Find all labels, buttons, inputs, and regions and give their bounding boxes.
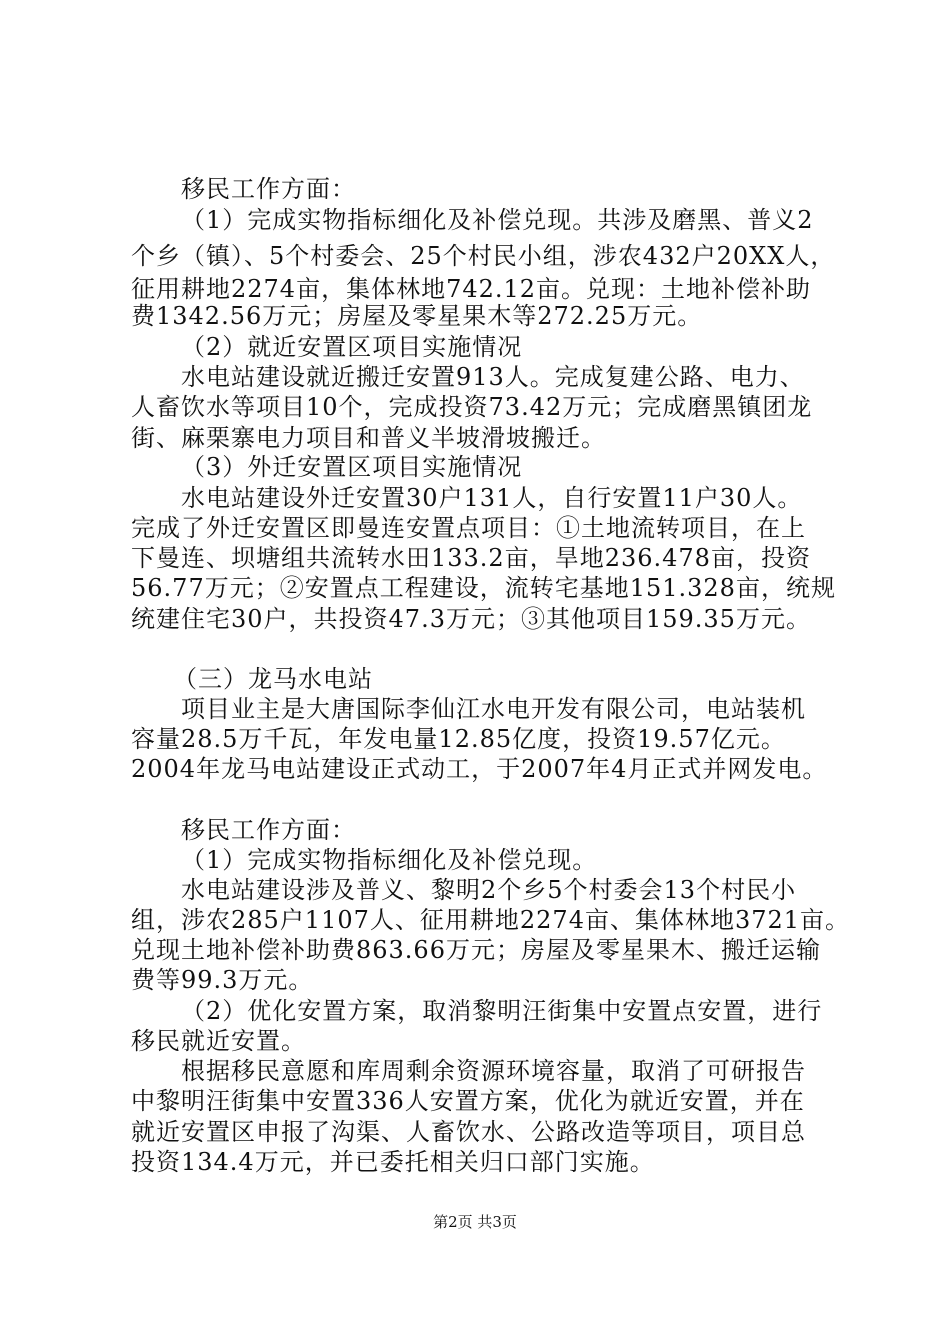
text-line: 投资134.4万元，并已委托相关归口部门实施。 bbox=[131, 1148, 655, 1176]
text-line: 水电站建设外迁安置30户131人，自行安置11户30人。 bbox=[181, 484, 803, 512]
text-line: 征用耕地2274亩，集体林地742.12亩。兑现：土地补偿补助 bbox=[131, 275, 812, 303]
paragraph-heading: 移民工作方面： bbox=[181, 175, 356, 203]
paragraph-heading: 移民工作方面： bbox=[181, 816, 356, 844]
text-line: 根据移民意愿和库周剩余资源环境容量，取消了可研报告 bbox=[181, 1057, 806, 1085]
text-line: 水电站建设就近搬迁安置913人。完成复建公路、电力、 bbox=[181, 363, 805, 391]
text-line: 就近安置区申报了沟渠、人畜饮水、公路改造等项目，项目总 bbox=[131, 1118, 806, 1146]
paragraph-heading: （1）完成实物指标细化及补偿兑现。 bbox=[181, 846, 598, 874]
section-heading: （三）龙马水电站 bbox=[173, 665, 373, 693]
text-line: （1）完成实物指标细化及补偿兑现。共涉及磨黑、普义2 bbox=[181, 206, 814, 234]
text-line: 下曼连、坝塘组共流转水田133.2亩，旱地236.478亩，投资 bbox=[131, 544, 811, 572]
text-line: 中黎明汪街集中安置336人安置方案，优化为就近安置，并在 bbox=[131, 1087, 805, 1115]
text-line: 2004年龙马电站建设正式动工，于2007年4月正式并网发电。 bbox=[131, 755, 828, 783]
text-line: 费等99.3万元。 bbox=[131, 966, 314, 994]
text-line: 56.77万元；②安置点工程建设，流转宅基地151.328亩，统规 bbox=[131, 574, 836, 602]
text-line: 容量28.5万千瓦，年发电量12.85亿度，投资19.57亿元。 bbox=[131, 725, 786, 753]
text-line: 个乡（镇）、5个村委会、25个村民小组，涉农432户20XX人， bbox=[131, 242, 836, 270]
text-line: 兑现土地补偿补助费863.66万元；房屋及零星果木、搬迁运输 bbox=[131, 936, 821, 964]
text-line: 移民就近安置。 bbox=[131, 1027, 306, 1055]
text-line: 水电站建设涉及普义、黎明2个乡5个村委会13个村民小 bbox=[181, 876, 797, 904]
paragraph-heading: （3）外迁安置区项目实施情况 bbox=[181, 453, 523, 481]
text-line: 统建住宅30户，共投资47.3万元；③其他项目159.35万元。 bbox=[131, 605, 811, 633]
text-line: 人畜饮水等项目10个，完成投资73.42万元；完成磨黑镇团龙 bbox=[131, 393, 813, 421]
text-line: 费1342.56万元；房屋及零星果木等272.25万元。 bbox=[131, 302, 703, 330]
text-line: 完成了外迁安置区即曼连安置点项目：①土地流转项目，在上 bbox=[131, 514, 806, 542]
paragraph-heading: （2）就近安置区项目实施情况 bbox=[181, 333, 523, 361]
page-number: 第2页 共3页 bbox=[433, 1213, 517, 1231]
text-line: （2）优化安置方案，取消黎明汪街集中安置点安置，进行 bbox=[181, 997, 823, 1025]
text-line: 组，涉农285户1107人、征用耕地2274亩、集体林地3721亩。 bbox=[131, 906, 851, 934]
text-line: 街、麻栗寨电力项目和普义半坡滑坡搬迁。 bbox=[131, 424, 606, 452]
text-line: 项目业主是大唐国际李仙江水电开发有限公司，电站装机 bbox=[181, 695, 806, 723]
